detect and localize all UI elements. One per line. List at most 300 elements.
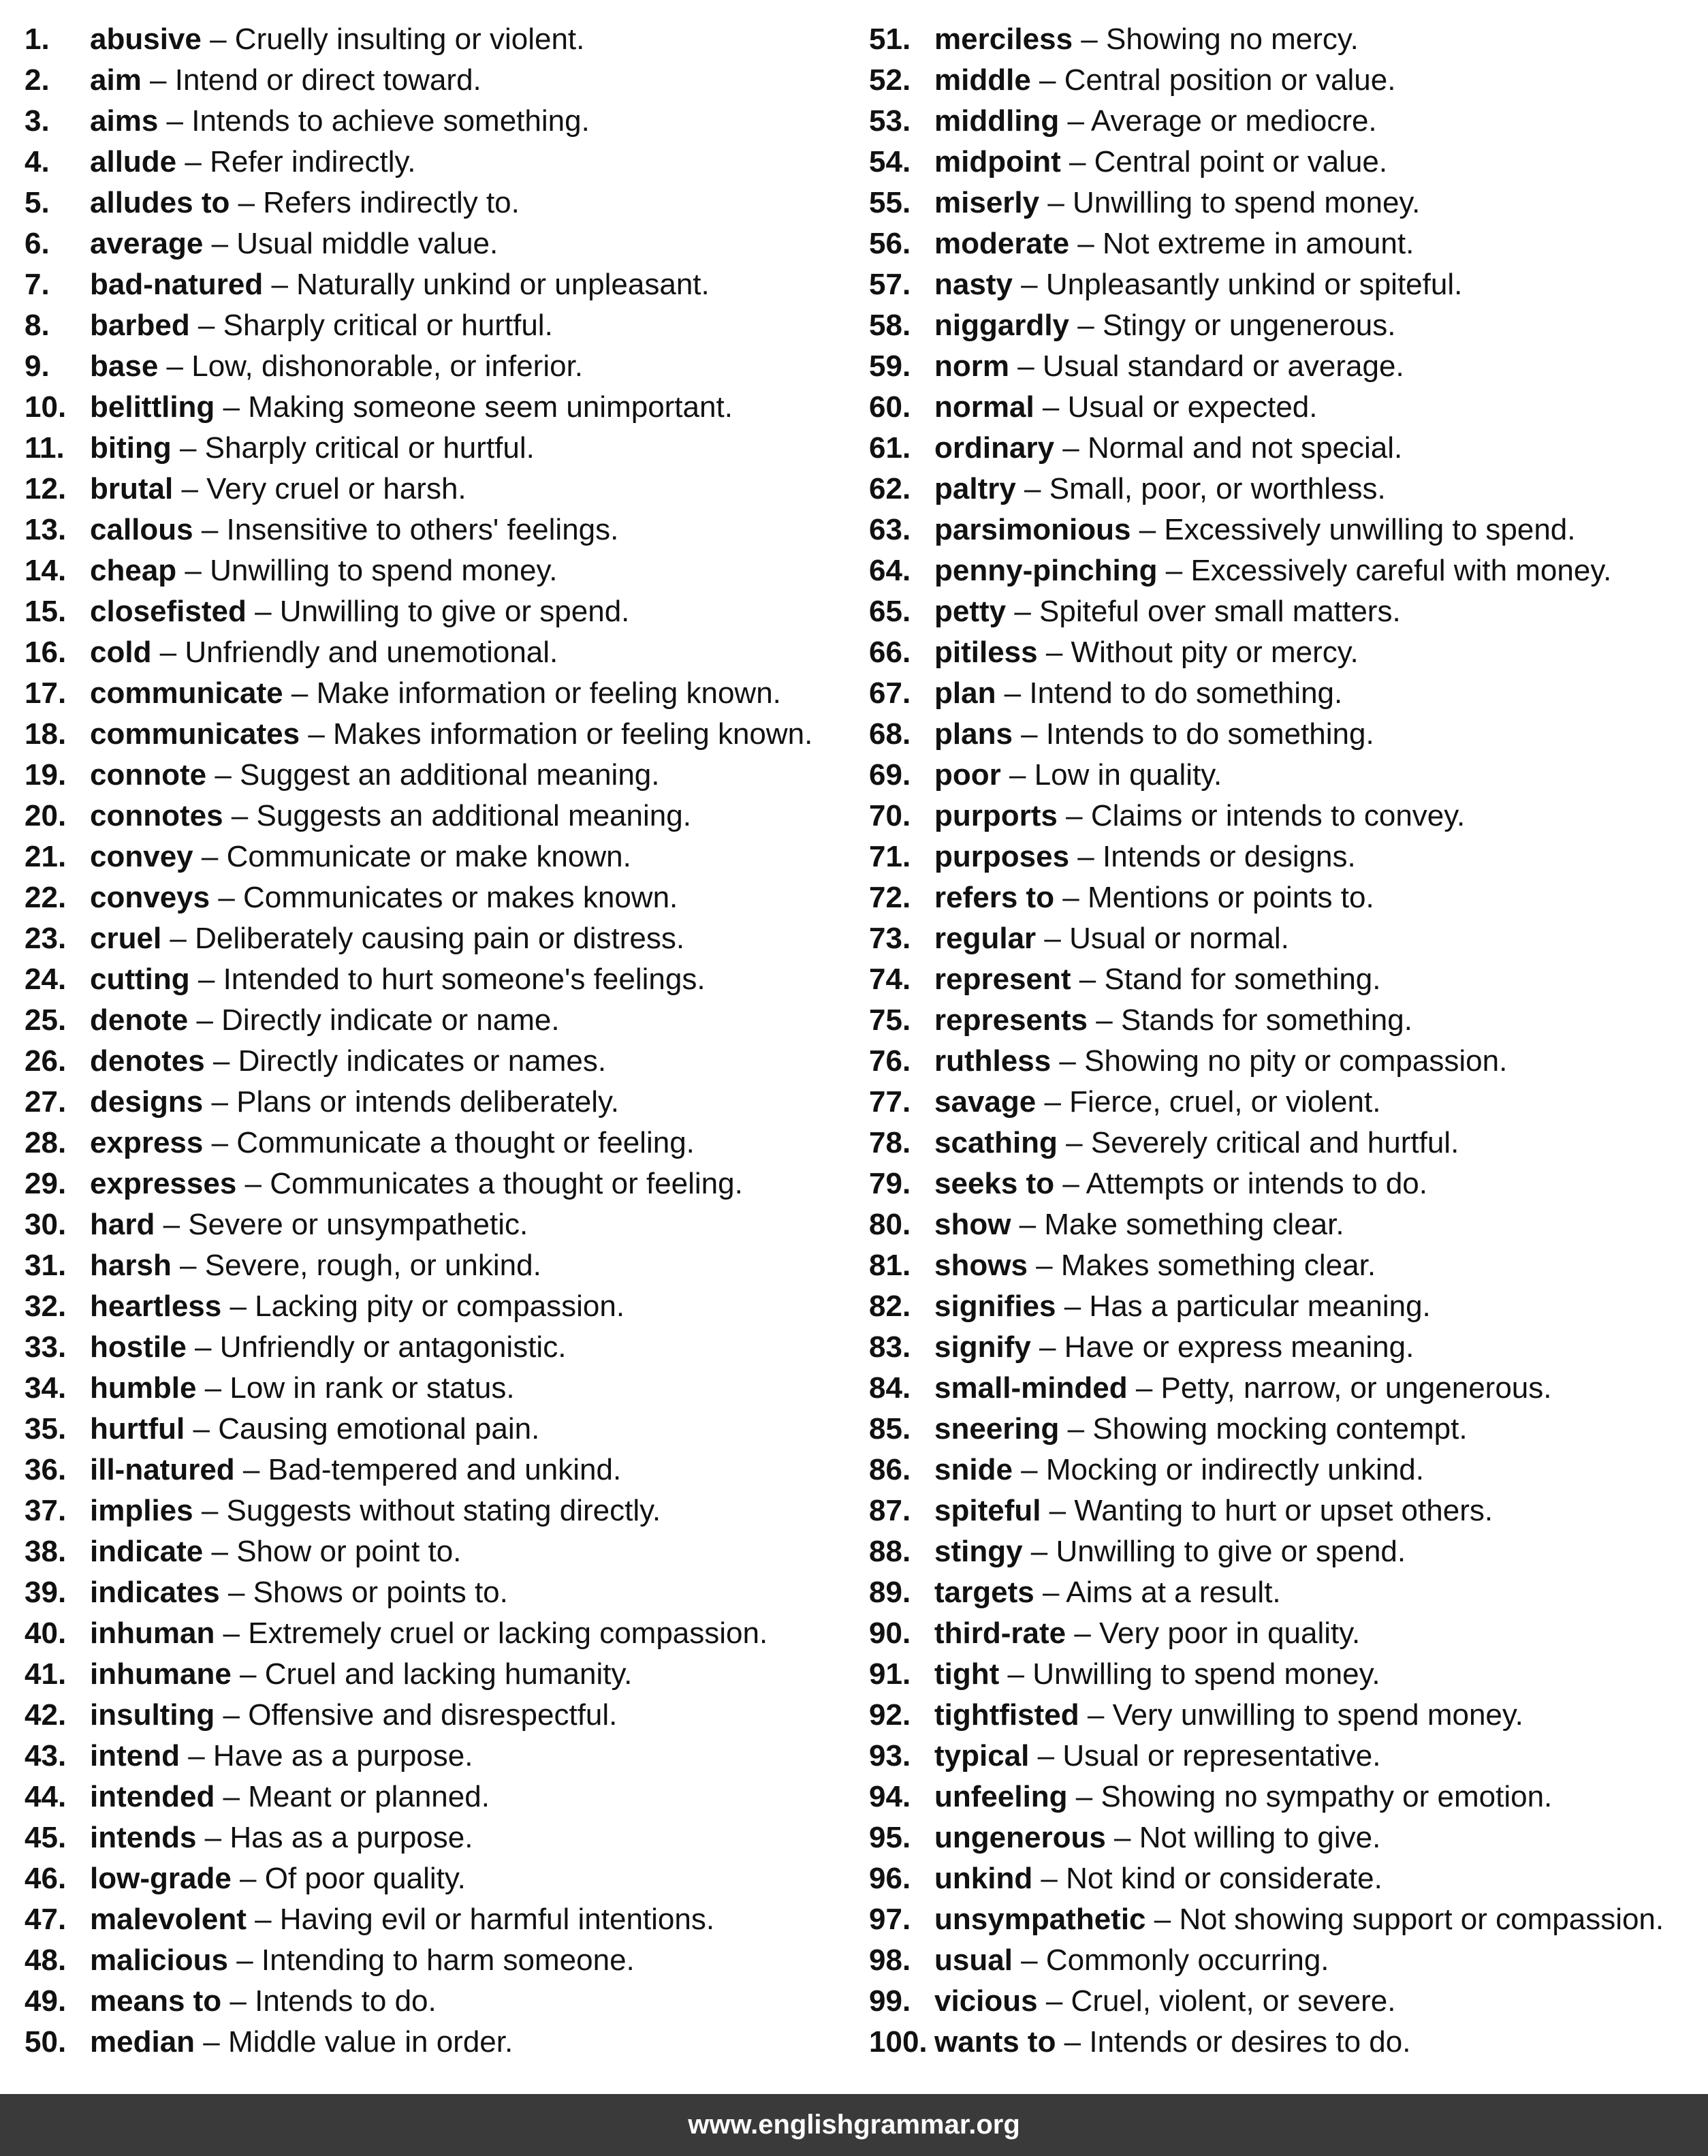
item-separator: –: [1015, 472, 1049, 505]
item-definition: Having evil or harmful intentions.: [279, 1903, 715, 1936]
list-item: [25, 1163, 849, 1204]
item-definition: Communicate a thought or feeling.: [236, 1126, 695, 1159]
item-definition: Claims or intends to convey.: [1090, 799, 1466, 832]
list-item: [869, 19, 1693, 60]
item-definition: Usual or normal.: [1069, 922, 1289, 955]
item-number: 80.: [869, 1208, 911, 1241]
item-word: sneering: [934, 1412, 1060, 1446]
item-definition: Extremely cruel or lacking compassion.: [248, 1616, 768, 1650]
item-number: 76.: [869, 1044, 911, 1078]
item-number: 71.: [869, 840, 911, 873]
item-definition: Central position or value.: [1064, 63, 1396, 97]
item-definition: Of poor quality.: [264, 1862, 466, 1895]
item-word: vicious: [934, 1984, 1038, 2018]
list-item: [25, 1082, 849, 1123]
item-word: miserly: [934, 186, 1040, 219]
item-word: median: [90, 2025, 195, 2059]
item-separator: –: [1012, 1453, 1046, 1486]
list-item: [869, 1450, 1693, 1490]
item-separator: –: [1057, 1126, 1091, 1159]
item-number: 73.: [869, 922, 911, 955]
item-definition: Unwilling to spend money.: [210, 554, 558, 587]
item-definition: Make information or feeling known.: [316, 676, 781, 710]
item-word: nasty: [934, 268, 1013, 301]
list-item: [869, 1123, 1693, 1163]
item-number: 69.: [869, 758, 911, 792]
list-item: [869, 183, 1693, 223]
item-number: 3.: [25, 104, 50, 138]
item-word: norm: [934, 349, 1009, 383]
item-definition: Not kind or considerate.: [1066, 1862, 1382, 1895]
item-word: denotes: [90, 1044, 205, 1078]
list-item: [25, 1368, 849, 1409]
item-separator: –: [203, 227, 237, 260]
item-definition: Unwilling to give or spend.: [1056, 1535, 1406, 1568]
item-definition: Mentions or points to.: [1088, 881, 1374, 914]
item-definition: Unwilling to spend money.: [1073, 186, 1421, 219]
item-separator: –: [221, 1984, 255, 2018]
item-separator: –: [246, 1903, 280, 1936]
item-number: 37.: [25, 1494, 67, 1527]
list-item: [25, 959, 849, 1000]
item-definition: Communicates or makes known.: [243, 881, 678, 914]
item-separator: –: [215, 1780, 249, 1813]
list-item: [25, 1777, 849, 1817]
item-definition: Unwilling to spend money.: [1032, 1657, 1380, 1691]
item-word: hard: [90, 1208, 155, 1241]
list-item: [869, 1286, 1693, 1327]
list-item: [869, 1736, 1693, 1777]
item-word: cold: [90, 636, 152, 669]
item-word: denote: [90, 1003, 189, 1037]
item-definition: Not extreme in amount.: [1103, 227, 1414, 260]
list-item: [25, 19, 849, 60]
item-definition: Bad-tempered and unkind.: [268, 1453, 622, 1486]
item-number: 96.: [869, 1862, 911, 1895]
item-definition: Cruelly insulting or violent.: [234, 22, 585, 56]
list-item: [25, 1736, 849, 1777]
list-item: [25, 796, 849, 837]
item-separator: –: [1127, 1371, 1161, 1405]
list-item: [25, 550, 849, 591]
list-item: [869, 959, 1693, 1000]
item-separator: –: [1022, 1535, 1056, 1568]
item-definition: Central point or value.: [1094, 145, 1388, 178]
item-word: barbed: [90, 309, 190, 342]
item-number: 79.: [869, 1167, 911, 1200]
list-item: [869, 305, 1693, 346]
item-number: 54.: [869, 145, 911, 178]
word-list-column-left: [25, 19, 849, 2063]
item-separator: –: [176, 145, 210, 178]
item-separator: –: [1000, 758, 1034, 792]
item-definition: Petty, narrow, or ungenerous.: [1160, 1371, 1552, 1405]
item-separator: –: [999, 1657, 1033, 1691]
list-item: [869, 1368, 1693, 1409]
item-word: typical: [934, 1739, 1030, 1772]
item-separator: –: [171, 431, 205, 465]
list-item: [25, 510, 849, 550]
list-item: [25, 2022, 849, 2063]
list-item: [869, 837, 1693, 877]
item-separator: –: [189, 963, 223, 996]
item-definition: Small, poor, or worthless.: [1049, 472, 1386, 505]
list-item: [25, 1204, 849, 1245]
item-separator: –: [263, 268, 297, 301]
item-definition: Communicates a thought or feeling.: [270, 1167, 743, 1200]
item-word: insulting: [90, 1698, 215, 1732]
item-definition: Wanting to hurt or upset others.: [1074, 1494, 1493, 1527]
item-separator: –: [1066, 1616, 1100, 1650]
item-word: regular: [934, 922, 1037, 955]
item-definition: Showing no mercy.: [1105, 22, 1359, 56]
item-number: 87.: [869, 1494, 911, 1527]
item-definition: Not willing to give.: [1139, 1821, 1381, 1854]
item-separator: –: [1067, 1780, 1101, 1813]
list-item: [869, 1777, 1693, 1817]
item-definition: Very poor in quality.: [1099, 1616, 1361, 1650]
list-item: [25, 264, 849, 305]
item-separator: –: [1012, 1943, 1046, 1977]
item-word: humble: [90, 1371, 197, 1405]
list-item: [25, 1286, 849, 1327]
item-definition: Have as a purpose.: [212, 1739, 473, 1772]
item-definition: Have or express meaning.: [1064, 1330, 1414, 1364]
item-definition: Unwilling to give or spend.: [279, 595, 630, 628]
item-separator: –: [206, 758, 240, 792]
item-number: 99.: [869, 1984, 911, 2018]
item-word: convey: [90, 840, 193, 873]
item-separator: –: [1032, 1862, 1066, 1895]
item-definition: Not showing support or compassion.: [1179, 1903, 1664, 1936]
item-word: implies: [90, 1494, 193, 1527]
list-item: [25, 1490, 849, 1531]
item-definition: Cruel, violent, or severe.: [1071, 1984, 1396, 2018]
item-word: malicious: [90, 1943, 228, 1977]
item-number: 74.: [869, 963, 911, 996]
item-number: 70.: [869, 799, 911, 832]
item-number: 57.: [869, 268, 911, 301]
list-item: [25, 1327, 849, 1368]
item-separator: –: [227, 1943, 262, 1977]
item-word: expresses: [90, 1167, 237, 1200]
list-item: [869, 510, 1693, 550]
item-definition: Severely critical and hurtful.: [1090, 1126, 1459, 1159]
item-definition: Normal and not special.: [1087, 431, 1403, 465]
list-item: [25, 142, 849, 183]
item-word: malevolent: [90, 1903, 247, 1936]
item-number: 15.: [25, 595, 67, 628]
item-separator: –: [193, 513, 227, 546]
item-separator: –: [1073, 22, 1106, 56]
item-number: 26.: [25, 1044, 67, 1078]
item-definition: Intends to achieve something.: [191, 104, 590, 138]
list-item: [869, 673, 1693, 714]
list-item: [869, 1490, 1693, 1531]
item-definition: Without pity or mercy.: [1071, 636, 1359, 669]
item-word: ruthless: [934, 1044, 1051, 1078]
item-number: 95.: [869, 1821, 911, 1854]
list-item: [25, 1572, 849, 1613]
list-item: [25, 305, 849, 346]
item-definition: Commonly occurring.: [1045, 1943, 1329, 1977]
list-item: [25, 1654, 849, 1695]
item-definition: Very cruel or harsh.: [206, 472, 466, 505]
item-number: 50.: [25, 2025, 67, 2059]
list-item: [25, 918, 849, 959]
item-separator: –: [1034, 1576, 1066, 1609]
item-separator: –: [171, 1249, 205, 1282]
item-number: 17.: [25, 676, 67, 710]
item-word: intend: [90, 1739, 180, 1772]
list-item: [25, 755, 849, 796]
list-item: [25, 877, 849, 918]
item-definition: Has a particular meaning.: [1089, 1290, 1431, 1323]
item-separator: –: [283, 676, 317, 710]
item-number: 68.: [869, 717, 911, 751]
item-number: 24.: [25, 963, 67, 996]
item-definition: Intended to hurt someone's feelings.: [223, 963, 706, 996]
item-word: normal: [934, 390, 1034, 424]
item-separator: –: [1012, 268, 1046, 301]
item-number: 65.: [869, 595, 911, 628]
item-word: show: [934, 1208, 1011, 1241]
item-definition: Sharply critical or hurtful.: [223, 309, 553, 342]
item-definition: Stands for something.: [1120, 1003, 1412, 1037]
item-separator: –: [1054, 431, 1088, 465]
item-number: 21.: [25, 840, 67, 873]
item-separator: –: [173, 472, 207, 505]
item-number: 56.: [869, 227, 911, 260]
item-number: 75.: [869, 1003, 911, 1037]
item-word: midpoint: [934, 145, 1061, 178]
item-number: 48.: [25, 1943, 67, 1977]
list-item: [25, 1450, 849, 1490]
item-definition: Intends to do.: [255, 1984, 437, 2018]
list-item: [869, 1858, 1693, 1899]
item-word: callous: [90, 513, 193, 546]
item-number: 51.: [869, 22, 911, 56]
item-separator: –: [1012, 717, 1046, 751]
list-item: [25, 101, 849, 142]
item-number: 44.: [25, 1780, 67, 1813]
footer-website: www.englishgrammar.org: [0, 2094, 1708, 2156]
item-separator: –: [215, 390, 249, 424]
item-definition: Directly indicate or name.: [221, 1003, 560, 1037]
item-separator: –: [203, 1126, 237, 1159]
item-definition: Severe, rough, or unkind.: [204, 1249, 541, 1282]
list-item: [869, 1409, 1693, 1450]
item-word: signify: [934, 1330, 1031, 1364]
item-separator: –: [1037, 1984, 1071, 2018]
item-number: 5.: [25, 186, 50, 219]
item-separator: –: [219, 1576, 253, 1609]
item-definition: Usual standard or average.: [1042, 349, 1404, 383]
item-number: 55.: [869, 186, 911, 219]
item-word: middling: [934, 104, 1060, 138]
item-separator: –: [1034, 390, 1068, 424]
item-word: unsympathetic: [934, 1903, 1146, 1936]
item-number: 86.: [869, 1453, 911, 1486]
item-definition: Stand for something.: [1104, 963, 1381, 996]
item-word: parsimonious: [934, 513, 1131, 546]
item-definition: Showing mocking contempt.: [1092, 1412, 1468, 1446]
item-word: stingy: [934, 1535, 1023, 1568]
item-definition: Has as a purpose.: [230, 1821, 473, 1854]
list-item: [869, 60, 1693, 101]
item-word: belittling: [90, 390, 215, 424]
item-definition: Spiteful over small matters.: [1039, 595, 1401, 628]
list-item: [25, 183, 849, 223]
item-word: inhuman: [90, 1616, 215, 1650]
list-item: [25, 1940, 849, 1981]
item-number: 10.: [25, 390, 67, 424]
item-definition: Showing no sympathy or emotion.: [1101, 1780, 1553, 1813]
list-item: [869, 428, 1693, 469]
list-item: [869, 591, 1693, 632]
item-definition: Causing emotional pain.: [218, 1412, 540, 1446]
item-separator: –: [300, 717, 334, 751]
word-list-column-right: [869, 19, 1693, 2063]
item-number: 41.: [25, 1657, 67, 1691]
item-separator: –: [158, 349, 192, 383]
list-item: [25, 1531, 849, 1572]
item-definition: Cruel and lacking humanity.: [264, 1657, 633, 1691]
item-separator: –: [203, 1535, 237, 1568]
item-separator: –: [158, 104, 192, 138]
item-word: indicates: [90, 1576, 220, 1609]
item-number: 25.: [25, 1003, 67, 1037]
item-word: petty: [934, 595, 1007, 628]
item-word: conveys: [90, 881, 210, 914]
list-item: [869, 1041, 1693, 1082]
item-separator: –: [221, 1290, 255, 1323]
list-item: [869, 1245, 1693, 1286]
list-item: [25, 1858, 849, 1899]
item-number: 19.: [25, 758, 67, 792]
list-item: [25, 1899, 849, 1940]
item-word: wants to: [934, 2025, 1056, 2059]
item-definition: Make something clear.: [1044, 1208, 1344, 1241]
item-number: 14.: [25, 554, 67, 587]
item-separator: –: [201, 22, 235, 56]
item-separator: –: [234, 1453, 268, 1486]
item-word: niggardly: [934, 309, 1070, 342]
list-item: [869, 469, 1693, 510]
item-separator: –: [1009, 349, 1043, 383]
list-item: [869, 1940, 1693, 1981]
item-number: 94.: [869, 1780, 911, 1813]
item-word: moderate: [934, 227, 1070, 260]
item-definition: Meant or planned.: [248, 1780, 490, 1813]
item-word: connotes: [90, 799, 223, 832]
item-definition: Naturally unkind or unpleasant.: [296, 268, 710, 301]
list-item: [869, 796, 1693, 837]
item-word: scathing: [934, 1126, 1058, 1159]
list-item: [25, 469, 849, 510]
item-number: 46.: [25, 1862, 67, 1895]
item-definition: Usual middle value.: [236, 227, 499, 260]
item-word: cruel: [90, 922, 162, 955]
item-separator: –: [1029, 1739, 1063, 1772]
item-word: alludes to: [90, 186, 230, 219]
item-number: 2.: [25, 63, 50, 97]
item-definition: Refer indirectly.: [210, 145, 416, 178]
item-word: unkind: [934, 1862, 1033, 1895]
item-word: allude: [90, 145, 177, 178]
item-definition: Lacking pity or compassion.: [255, 1290, 625, 1323]
item-word: tight: [934, 1657, 1000, 1691]
item-separator: –: [186, 1330, 220, 1364]
item-separator: –: [1036, 922, 1070, 955]
item-separator: –: [196, 1371, 230, 1405]
item-separator: –: [215, 1616, 249, 1650]
item-number: 93.: [869, 1739, 911, 1772]
item-number: 20.: [25, 799, 67, 832]
list-item: [25, 1123, 849, 1163]
item-definition: Suggests an additional meaning.: [256, 799, 691, 832]
item-word: third-rate: [934, 1616, 1066, 1650]
item-number: 29.: [25, 1167, 67, 1200]
list-item: [869, 223, 1693, 264]
list-item: [869, 1613, 1693, 1654]
item-number: 12.: [25, 472, 67, 505]
item-number: 7.: [25, 268, 50, 301]
item-definition: Deliberately causing pain or distress.: [195, 922, 685, 955]
item-separator: –: [230, 186, 264, 219]
item-number: 92.: [869, 1698, 911, 1732]
item-separator: –: [1130, 513, 1165, 546]
item-word: indicate: [90, 1535, 204, 1568]
item-word: cutting: [90, 963, 190, 996]
item-word: base: [90, 349, 159, 383]
item-separator: –: [223, 799, 257, 832]
list-item: [869, 1531, 1693, 1572]
item-definition: Average or mediocre.: [1090, 104, 1377, 138]
item-word: closefisted: [90, 595, 247, 628]
list-item: [25, 1613, 849, 1654]
item-number: 31.: [25, 1249, 67, 1282]
item-separator: –: [1060, 145, 1094, 178]
item-word: targets: [934, 1576, 1034, 1609]
item-number: 67.: [869, 676, 911, 710]
item-number: 61.: [869, 431, 911, 465]
list-item: [869, 714, 1693, 755]
list-item: [25, 1817, 849, 1858]
item-word: pitiless: [934, 636, 1038, 669]
item-separator: –: [1069, 840, 1103, 873]
list-item: [869, 1000, 1693, 1041]
list-item: [869, 101, 1693, 142]
item-number: 40.: [25, 1616, 67, 1650]
item-separator: –: [215, 1698, 249, 1732]
item-word: small-minded: [934, 1371, 1128, 1405]
list-item: [869, 264, 1693, 305]
item-number: 33.: [25, 1330, 67, 1364]
item-number: 1.: [25, 22, 50, 56]
item-number: 30.: [25, 1208, 67, 1241]
item-word: purposes: [934, 840, 1070, 873]
item-word: usual: [934, 1943, 1013, 1977]
item-word: hurtful: [90, 1412, 185, 1446]
item-word: represent: [934, 963, 1071, 996]
item-separator: –: [1145, 1903, 1180, 1936]
item-word: merciless: [934, 22, 1073, 56]
list-item: [25, 346, 849, 387]
item-word: connote: [90, 758, 207, 792]
item-separator: –: [1105, 1821, 1139, 1854]
item-number: 64.: [869, 554, 911, 587]
